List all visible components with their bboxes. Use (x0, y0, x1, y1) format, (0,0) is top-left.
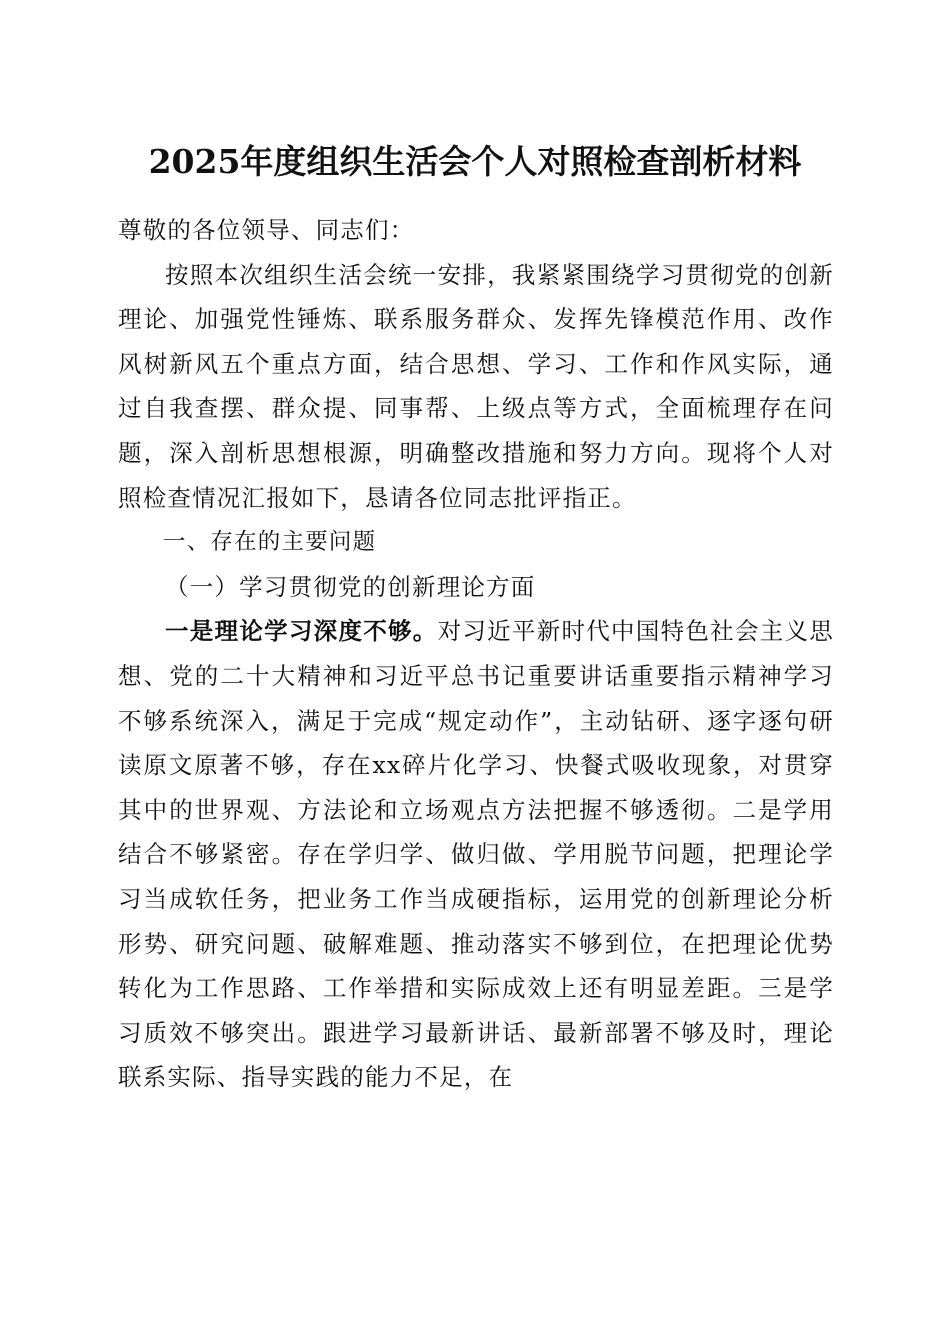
paragraph-text: 对习近平新时代中国特色社会主义思想、党的二十大精神和习近平总书记重要讲话重要指示精神学习不够系统深入，满足于完成“规定动作”，主动钻研、逐字逐句研读原文原著不够，存在xx碎片化学习、快餐式吸收现象，对贯穿其中的世界观、方法论和立场观点方法把握不够透彻。二是学用结合不够紧密。存在学归学、做归做、学用脱节问题，把理论学习当成软任务，把业务工作当成硬指标，运用党的创新理论分析形势、研究问题、破解难题、推动落实不够到位，在把理论优势转化为工作思路、工作举措和实际成效上还有明显差距。三是学习质效不够突出。跟进学习最新讲话、最新部署不够及时，理论联系实际、指导实践的能力不足，在 (118, 617, 835, 1092)
paragraph-lead: 一是理论学习深度不够。 (165, 617, 438, 646)
problem-paragraph (118, 609, 834, 1100)
document-body (118, 208, 834, 1100)
section-heading: 一、存在的主要问题 (163, 529, 377, 556)
intro-paragraph: 按照本次组织生活会统一安排，我紧紧围绕学习贯彻党的创新理论、加强党性锤炼、联系服务群众、发挥先锋模范作用、改作风树新风五个重点方面，结合思想、学习、工作和作风实际，通过自我查摆、群众提、同事帮、上级点等方式，全面梳理存在问题，深入剖析思想根源，明确整改措施和努力方向。现将个人对照检查情况汇报如下，恳请各位同志批评指正。 (118, 260, 834, 512)
document-title: 2025年度组织生活会个人对照检查剖析材料 (148, 142, 802, 181)
subsection-heading: （一）学习贯彻党的创新理论方面 (165, 572, 536, 601)
salutation: 尊敬的各位领导、同志们： (118, 216, 415, 244)
